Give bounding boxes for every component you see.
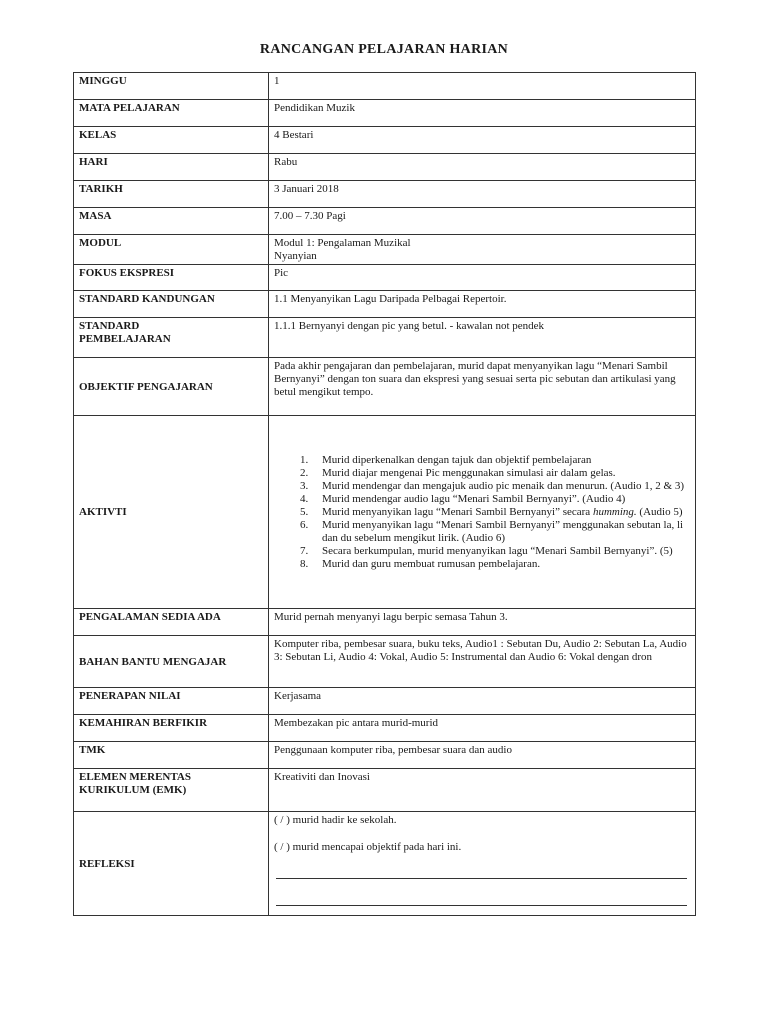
row-refleksi: [74, 812, 696, 916]
label-aktiviti: AKTIVTI: [74, 416, 269, 609]
activity-number: 7.: [300, 545, 309, 557]
row-bahan: [74, 636, 696, 688]
value-standard-pembelajaran: 1.1.1 Bernyanyi dengan pic yang betul. - kawalan not pendek: [269, 318, 696, 358]
value-bahan: Komputer riba, pembesar suara, buku teks, Audio1 : Sebutan Du, Audio 2: Sebutan La, Audio 3: Sebutan Li, Audio 4: Vokal, Audio 5: Instrumental dan Audio 6: Vokal dengan dron: [269, 636, 696, 688]
label-tarikh: TARIKH: [74, 181, 269, 208]
activity-number: 2.: [300, 467, 309, 479]
row-standard-pembelajaran: [74, 318, 696, 358]
value-kelas: 4 Bestari: [269, 127, 696, 154]
modul-line2: Nyanyian: [274, 250, 317, 262]
activity-item: [300, 519, 690, 545]
label-objektif: OBJEKTIF PENGAJARAN: [74, 358, 269, 416]
value-modul: [269, 235, 696, 265]
activity-item: [300, 506, 690, 519]
standard-pembelajaran-label-line1: STANDARD: [79, 320, 140, 332]
value-aktiviti: [269, 416, 696, 609]
row-minggu: [74, 73, 696, 100]
value-pengalaman: Murid pernah menyanyi lagu berpic semasa Tahun 3.: [269, 609, 696, 636]
row-nilai: [74, 688, 696, 715]
label-minggu: MINGGU: [74, 73, 269, 100]
label-refleksi: REFLEKSI: [74, 812, 269, 916]
value-nilai: Kerjasama: [269, 688, 696, 715]
row-objektif: [74, 358, 696, 416]
row-tmk: [74, 742, 696, 769]
activity-number: 8.: [300, 558, 309, 570]
row-aktiviti: [74, 416, 696, 609]
value-tarikh: 3 Januari 2018: [269, 181, 696, 208]
label-mata-pelajaran: MATA PELAJARAN: [74, 100, 269, 127]
activity-item: [300, 545, 690, 558]
row-modul: [74, 235, 696, 265]
value-refleksi: [269, 812, 696, 916]
label-kelas: KELAS: [74, 127, 269, 154]
refleksi-blank-line: [276, 895, 687, 906]
value-fokus: Pic: [269, 265, 696, 291]
activity-number: 4.: [300, 493, 309, 505]
refleksi-objective: ( / ) murid mencapai objektif pada hari ini.: [274, 841, 462, 853]
activity-text: Murid mendengar dan mengajuk audio pic menaik dan menurun. (Audio 1, 2 & 3): [322, 480, 684, 492]
activity-number: 6.: [300, 519, 309, 531]
label-pengalaman: PENGALAMAN SEDIA ADA: [74, 609, 269, 636]
activity-text: Murid diajar mengenai Pic menggunakan simulasi air dalam gelas.: [322, 467, 616, 479]
row-pengalaman: [74, 609, 696, 636]
standard-pembelajaran-label-line2: PEMBELAJARAN: [79, 333, 171, 345]
label-bahan: BAHAN BANTU MENGAJAR: [74, 636, 269, 688]
activity-text: Secara berkumpulan, murid menyanyikan lagu “Menari Sambil Bernyanyi”. (5): [322, 545, 673, 557]
label-hari: HARI: [74, 154, 269, 181]
refleksi-blank-line: [276, 868, 687, 879]
value-masa: 7.00 – 7.30 Pagi: [269, 208, 696, 235]
label-modul: MODUL: [74, 235, 269, 265]
label-fokus: FOKUS EKSPRESI: [74, 265, 269, 291]
row-hari: [74, 154, 696, 181]
activity-number: 5.: [300, 506, 309, 518]
row-kelas: [74, 127, 696, 154]
value-tmk: Penggunaan komputer riba, pembesar suara dan audio: [269, 742, 696, 769]
row-masa: [74, 208, 696, 235]
activity-item: [300, 480, 690, 493]
value-mata-pelajaran: Pendidikan Muzik: [269, 100, 696, 127]
activity-item: [300, 454, 690, 467]
activity-text: Murid mendengar audio lagu “Menari Sambil Bernyanyi”. (Audio 4): [322, 493, 626, 505]
modul-line1: Modul 1: Pengalaman Muzikal: [274, 237, 411, 249]
activity-text: Murid dan guru membuat rumusan pembelajaran.: [322, 558, 541, 570]
label-tmk: TMK: [74, 742, 269, 769]
activity-text: Murid menyanyikan lagu “Menari Sambil Bernyanyi” menggunakan sebutan la, li dan du sebelum mengikut lirik. (Audio 6): [322, 519, 684, 544]
page-title: RANCANGAN PELAJARAN HARIAN: [259, 42, 509, 57]
emk-label-line2: KURIKULUM (EMK): [79, 784, 187, 796]
label-standard-pembelajaran: [74, 318, 269, 358]
activity-text: Murid menyanyikan lagu “Menari Sambil Bernyanyi” secara: [322, 506, 593, 518]
value-standard-kandungan: 1.1 Menyanyikan Lagu Daripada Pelbagai Repertoir.: [269, 291, 696, 318]
activity-item: [300, 493, 690, 506]
row-mata-pelajaran: [74, 100, 696, 127]
row-emk: [74, 769, 696, 812]
activity-text-after: (Audio 5): [636, 506, 683, 518]
emk-label-line1: ELEMEN MERENTAS: [79, 771, 191, 783]
row-fokus: [74, 265, 696, 291]
activity-text-italic: humming.: [592, 506, 637, 518]
activity-item: [300, 467, 690, 480]
label-nilai: PENERAPAN NILAI: [74, 688, 269, 715]
activity-list: [274, 454, 690, 571]
label-standard-kandungan: STANDARD KANDUNGAN: [74, 291, 269, 318]
value-berfikir: Membezakan pic antara murid-murid: [269, 715, 696, 742]
label-emk: [74, 769, 269, 812]
activity-number: 3.: [300, 480, 309, 492]
activity-item: [300, 558, 690, 571]
lesson-plan-table: [73, 72, 696, 916]
activity-number: 1.: [300, 454, 309, 466]
value-objektif: Pada akhir pengajaran dan pembelajaran, murid dapat menyanyikan lagu “Menari Sambil Bernyanyi” dengan ton suara dan ekspresi yang sesuai serta pic sebutan dan artikulasi yang betul mengikut tempo.: [269, 358, 696, 416]
value-emk: Kreativiti dan Inovasi: [269, 769, 696, 812]
label-berfikir: KEMAHIRAN BERFIKIR: [74, 715, 269, 742]
row-tarikh: [74, 181, 696, 208]
row-standard-kandungan: [74, 291, 696, 318]
row-berfikir: [74, 715, 696, 742]
value-hari: Rabu: [269, 154, 696, 181]
value-minggu: 1: [269, 73, 696, 100]
refleksi-attendance: ( / ) murid hadir ke sekolah.: [274, 814, 397, 826]
label-masa: MASA: [74, 208, 269, 235]
activity-text: Murid diperkenalkan dengan tajuk dan objektif pembelajaran: [322, 454, 592, 466]
